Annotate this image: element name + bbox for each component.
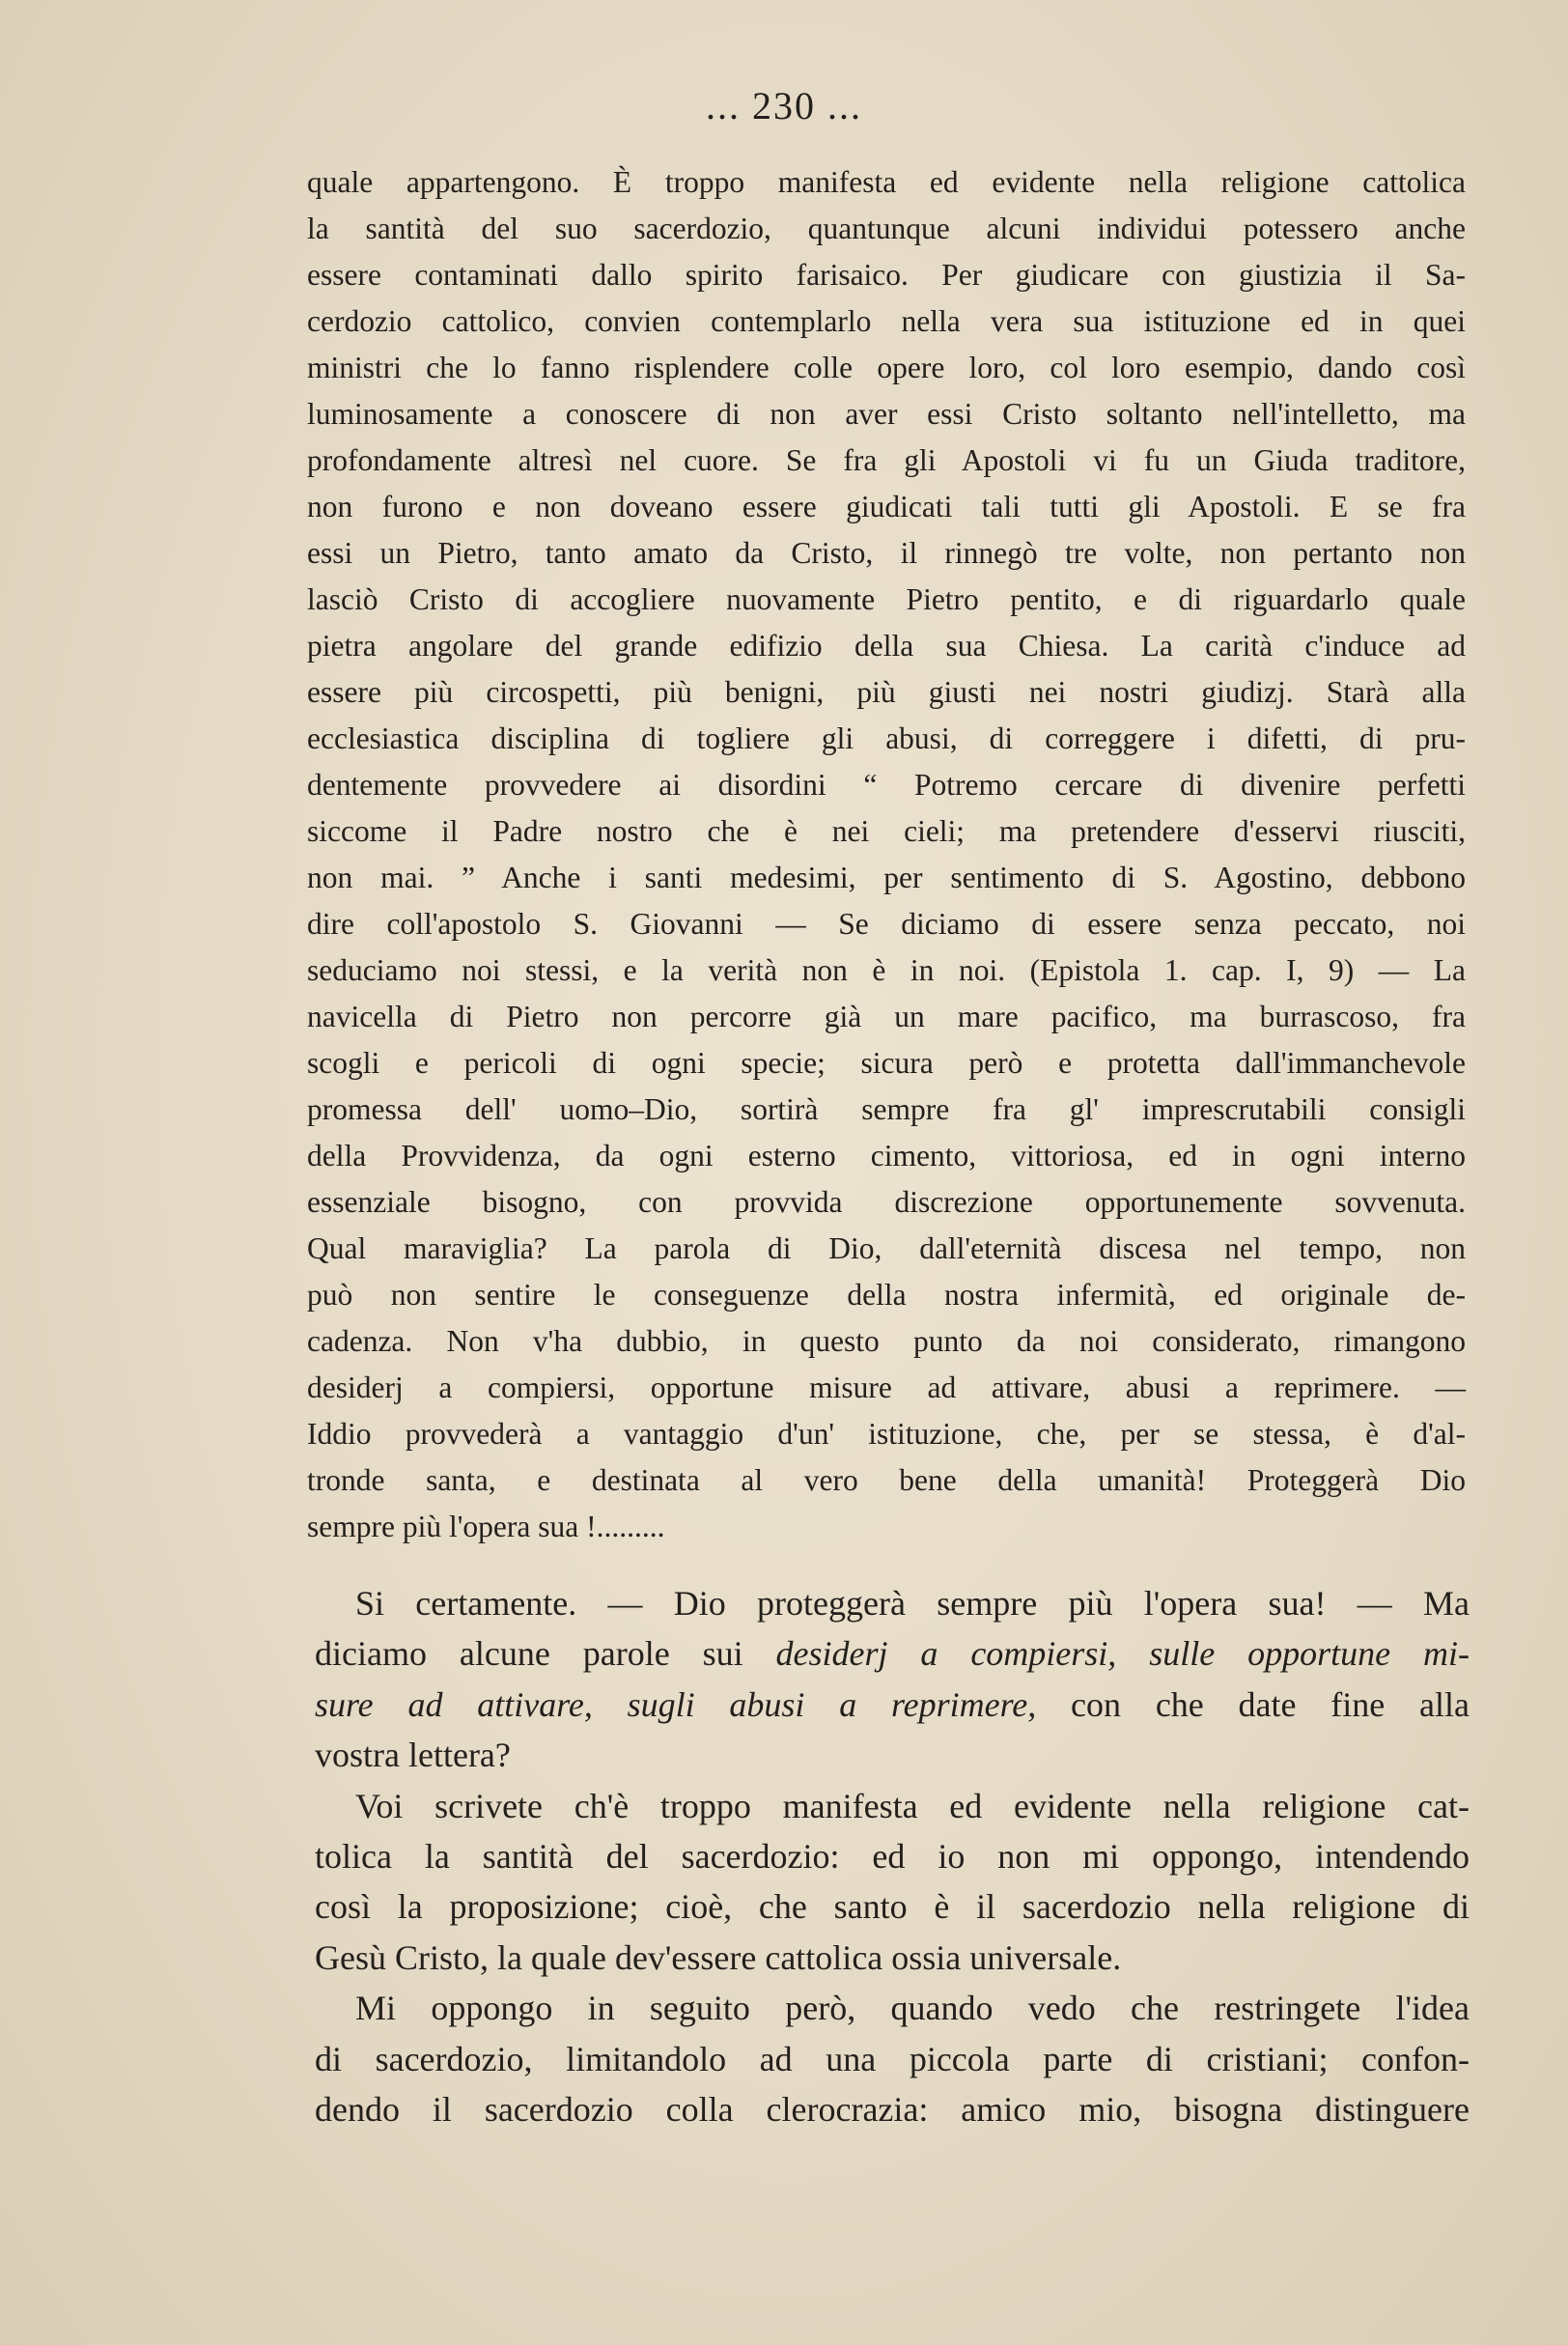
quote-line: dire coll'apostolo S. Giovanni — Se diciamo di essere senza peccato, noi — [307, 907, 1466, 941]
letter-quote-block — [307, 159, 1466, 1550]
reply-line: Mi oppongo in seguito però, quando vedo che restringete l'idea — [355, 1989, 1470, 2028]
reply-line: così la proposizione; cioè, che santo è il sacerdozio nella religione di — [315, 1887, 1470, 1927]
quote-line: non mai. ” Anche i santi medesimi, per sentimento di S. Agostino, debbono — [307, 861, 1466, 894]
reply-line — [315, 1680, 1470, 1730]
quote-line: della Provvidenza, da ogni esterno cimento, vittoriosa, ed in ogni interno — [307, 1139, 1466, 1172]
quote-line: la santità del suo sacerdozio, quantunque alcuni individui potessero anche — [307, 212, 1466, 245]
quote-line: navicella di Pietro non percorre già un mare pacifico, ma burrascoso, fra — [307, 1000, 1466, 1033]
quote-line: luminosamente a conoscere di non aver essi Cristo soltanto nell'intelletto, ma — [307, 397, 1466, 431]
quote-line: dentemente provvedere ai disordini “ Potremo cercare di divenire perfetti — [307, 768, 1466, 802]
reply-body — [315, 1578, 1470, 2134]
reply-italic-text: sure ad attivare, sugli abusi a reprimere, — [315, 1684, 1037, 1724]
quote-line: siccome il Padre nostro che è nei cieli; ma pretendere d'esservi riusciti, — [307, 814, 1466, 848]
quote-line: cerdozio cattolico, convien contemplarlo nella vera sua istituzione ed in quei — [307, 304, 1466, 338]
quote-line: scogli e pericoli di ogni specie; sicura però e protetta dall'immanchevole — [307, 1046, 1466, 1080]
quote-line: essi un Pietro, tanto amato da Cristo, il rinnegò tre volte, non pertanto non — [307, 536, 1466, 570]
quote-line: seduciamo noi stessi, e la verità non è in noi. (Epistola 1. cap. I, 9) — La — [307, 953, 1466, 987]
quote-line: può non sentire le conseguenze della nostra infermità, ed originale de- — [307, 1278, 1466, 1312]
reply-line: Si certamente. — Dio proteggerà sempre più l'opera sua! — Ma — [355, 1584, 1470, 1623]
reply-text: con che date fine alla — [1036, 1684, 1470, 1724]
quote-line: essere contaminati dallo spirito farisaico. Per giudicare con giustizia il Sa- — [307, 258, 1466, 292]
reply-text: diciamo alcune parole sui — [315, 1634, 776, 1674]
quote-line: Iddio provvederà a vantaggio d'un' istituzione, che, per se stessa, è d'al- — [307, 1417, 1466, 1451]
quote-line: profondamente altresì nel cuore. Se fra gli Apostoli vi fu un Giuda traditore, — [307, 443, 1466, 477]
reply-line: Gesù Cristo, la quale dev'essere cattolica ossia universale. — [315, 1937, 1122, 1977]
quote-line: sempre più l'opera sua !......... — [307, 1510, 665, 1543]
reply-line — [315, 1628, 1470, 1679]
quote-line: non furono e non doveano essere giudicati tali tutti gli Apostoli. E se fra — [307, 490, 1466, 523]
reply-italic-text: desiderj a compiersi, sulle opportune mi- — [775, 1634, 1470, 1674]
quote-line: cadenza. Non v'ha dubbio, in questo punto da noi considerato, rimangono — [307, 1324, 1466, 1358]
quote-line: Qual maraviglia? La parola di Dio, dall'eternità discesa nel tempo, non — [307, 1231, 1466, 1265]
quote-line: ecclesiastica disciplina di togliere gli abusi, di correggere i difetti, di pru- — [307, 721, 1466, 755]
reply-line: vostra lettera? — [315, 1736, 511, 1775]
quote-line: tronde santa, e destinata al vero bene della umanità! Proteggerà Dio — [307, 1463, 1466, 1497]
quote-line: essere più circospetti, più benigni, più giusti nei nostri giudizj. Starà alla — [307, 675, 1466, 709]
reply-paragraph-2 — [315, 1781, 1470, 1984]
quote-line: desiderj a compiersi, opportune misure ad attivare, abusi a reprimere. — — [307, 1370, 1466, 1404]
quote-line: pietra angolare del grande edifizio della sua Chiesa. La carità c'induce ad — [307, 629, 1466, 663]
reply-paragraph-3 — [315, 1983, 1470, 2134]
reply-line: tolica la santità del sacerdozio: ed io non mi oppongo, intendendo — [315, 1836, 1470, 1876]
reply-paragraph-1 — [315, 1578, 1470, 1781]
page-number-header: ... 230 ... — [706, 84, 862, 127]
quote-line: ministri che lo fanno risplendere colle opere loro, col loro esempio, dando così — [307, 351, 1466, 384]
quote-line: promessa dell' uomo–Dio, sortirà sempre fra gl' imprescrutabili consigli — [307, 1092, 1466, 1126]
quote-line: lasciò Cristo di accogliere nuovamente Pietro pentito, e di riguardarlo quale — [307, 582, 1466, 616]
reply-line: dendo il sacerdozio colla clerocrazia: amico mio, bisogna distinguere — [315, 2089, 1470, 2129]
quote-line: essenziale bisogno, con provvida discrezione opportunemente sovvenuta. — [307, 1185, 1466, 1219]
quote-line: quale appartengono. È troppo manifesta ed evidente nella religione cattolica — [307, 165, 1466, 199]
reply-line: Voi scrivete ch'è troppo manifesta ed evidente nella religione cat- — [355, 1786, 1470, 1825]
reply-line: di sacerdozio, limitandolo ad una piccola parte di cristiani; confon- — [315, 2039, 1470, 2078]
